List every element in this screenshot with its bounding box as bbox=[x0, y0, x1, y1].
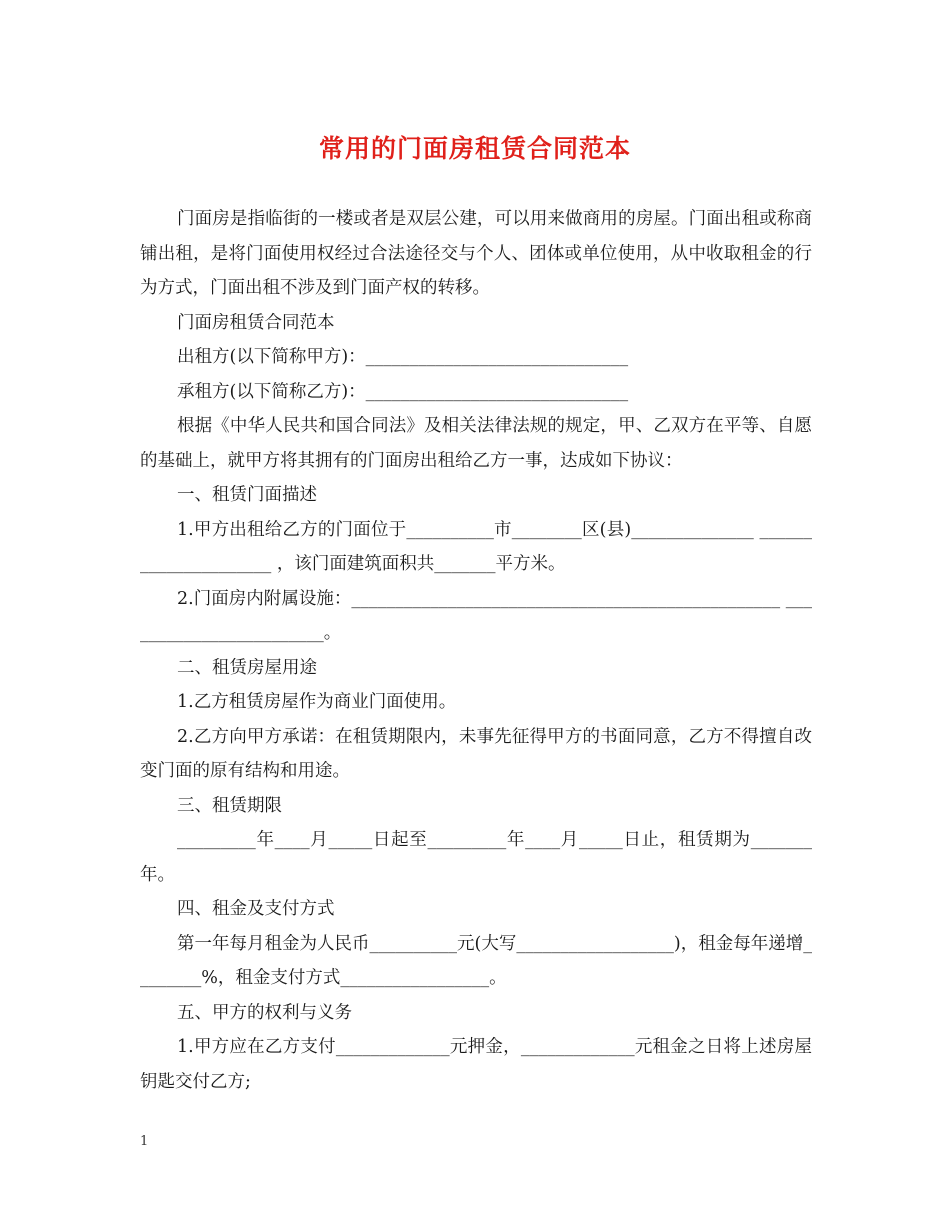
clause-2-2: 2.乙方向甲方承诺：在租赁期限内，未事先征得甲方的书面同意，乙方不得擅自改变门面的原有结构和用途。 bbox=[140, 726, 812, 781]
paragraph-intro: 门面房是指临街的一楼或者是双层公建，可以用来做商用的房屋。门面出租或称商铺出租，是将门面使用权经过合法途径交与个人、团体或单位使用，从中收取租金的行为方式，门面出租不涉及到门面产权的转移。 bbox=[140, 209, 812, 298]
clause-2-1: 1.乙方租赁房屋作为商业门面使用。 bbox=[177, 692, 457, 712]
section-heading-3: 三、租赁期限 bbox=[177, 795, 282, 816]
clause-1-1: 1.甲方出租给乙方的门面位于__________市________区(县)______________ _____________________ ，该门面建筑面积共_______平方米。 bbox=[140, 519, 812, 574]
section-heading-5: 五、甲方的权利与义务 bbox=[177, 1002, 352, 1023]
paragraph-subtitle: 门面房租赁合同范本 bbox=[177, 312, 335, 333]
paragraph-lessee: 承租方(以下简称乙方)：______________________________ bbox=[177, 381, 629, 402]
paragraph-lessor: 出租方(以下简称甲方)：______________________________ bbox=[177, 347, 629, 367]
page-number: 1 bbox=[140, 1134, 149, 1149]
clause-5-1: 1.甲方应在乙方支付_____________元押金，_____________元租金之日将上述房屋钥匙交付乙方; bbox=[140, 1037, 812, 1092]
clause-1-2: 2.门面房内附属设施：_________________________________________________ ________________________。 bbox=[140, 588, 812, 643]
section-heading-4: 四、租金及支付方式 bbox=[177, 899, 335, 919]
section-heading-2: 二、租赁房屋用途 bbox=[177, 657, 317, 678]
paragraph-basis: 根据《中华人民共和国合同法》及相关法律法规的规定，甲、乙双方在平等、自愿的基础上，就甲方将其拥有的门面房出租给乙方一事，达成如下协议： bbox=[140, 416, 812, 471]
clause-4-rent: 第一年每月租金为人民币__________元(大写__________________)，租金每年递增________%，租金支付方式_________________。 bbox=[140, 933, 812, 988]
document-body bbox=[140, 202, 812, 1099]
document-title: 常用的门面房租赁合同范本 bbox=[318, 134, 631, 163]
clause-3-term: _________年____月_____日起至_________年____月_____日止，租赁期为_______年。 bbox=[140, 830, 812, 885]
section-heading-1: 一、租赁门面描述 bbox=[177, 485, 317, 505]
